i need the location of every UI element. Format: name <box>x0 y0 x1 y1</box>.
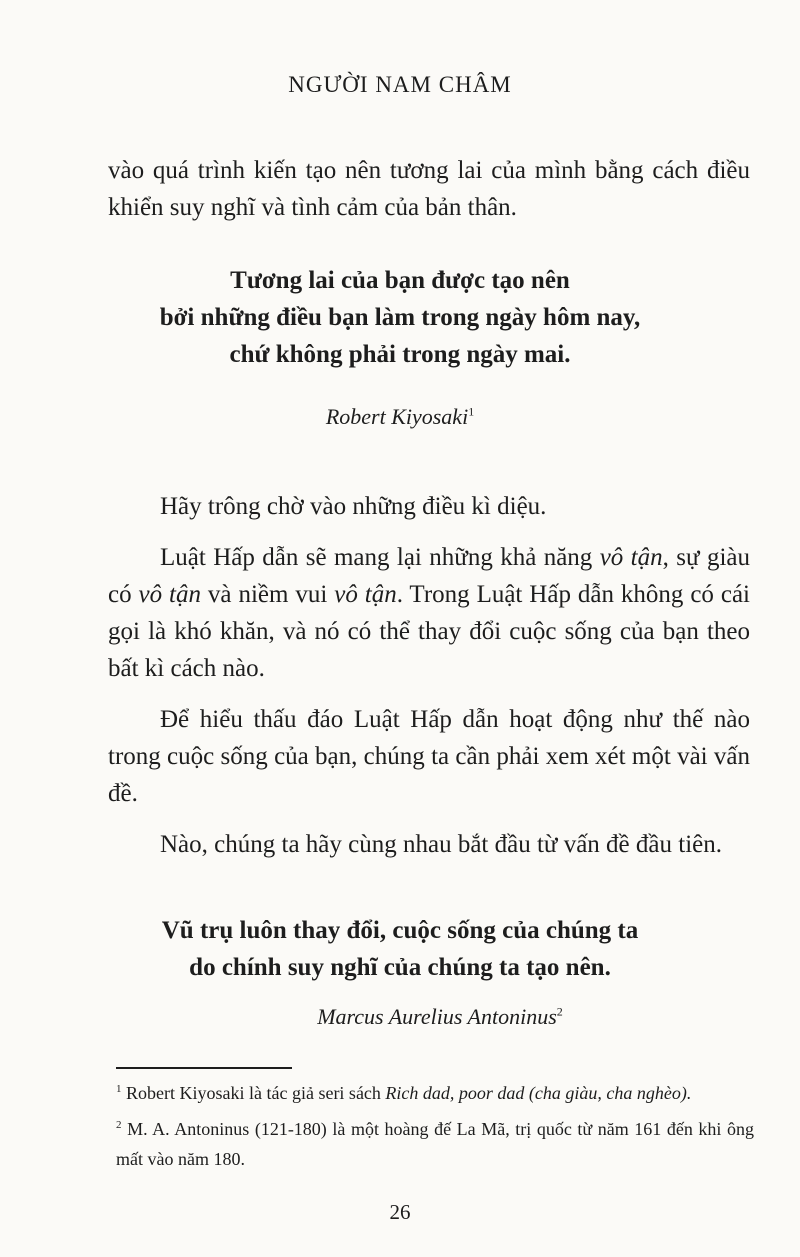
footnote-text: M. A. Antoninus (121-180) là một hoàng đế La Mã, trị quốc từ năm 161 đến khi ông mất vào năm 180. <box>116 1119 754 1169</box>
footnote-text: Robert Kiyosaki là tác giả seri sách <box>126 1083 386 1103</box>
paragraph-2 <box>108 539 750 687</box>
paragraph-2-text: . Trong Luật Hấp dẫn không có cái gọi là khó khăn, và nó có thể thay đổi cuộc sống của bạn theo bất kì cách nào. <box>108 581 750 682</box>
quote-1-attribution <box>0 404 800 430</box>
emphasis-text: vô tận <box>334 581 397 608</box>
footnote-mark: 1 <box>116 1083 122 1095</box>
paragraph-1: Hãy trông chờ vào những điều kì diệu. <box>160 493 547 520</box>
paragraph-2-text: và niềm vui <box>201 581 335 608</box>
quote-1 <box>0 262 800 373</box>
quote-1-line: Tương lai của bạn được tạo nên <box>230 267 570 294</box>
footnote-2 <box>116 1114 754 1174</box>
quote-1-line: chứ không phải trong ngày mai. <box>229 341 571 368</box>
footnotes <box>116 1078 754 1180</box>
footnote-book-title: Rich dad, poor dad (cha giàu, cha nghèo). <box>385 1083 692 1103</box>
paragraph-2-text: , sự giàu có <box>108 544 750 608</box>
intro-text: vào quá trình kiến tạo nên tương lai của mình bằng cách điều khiển suy nghĩ và tình cảm của bản thân. <box>108 157 750 221</box>
running-title: NGƯỜI NAM CHÂM <box>288 72 512 97</box>
footnote-mark: 2 <box>116 1119 122 1131</box>
footnote-ref-1: 1 <box>468 404 475 419</box>
emphasis-text: vô tận <box>599 544 663 571</box>
quote-2-author: Marcus Aurelius Antoninus <box>317 1004 557 1029</box>
page-number: 26 <box>389 1200 411 1224</box>
paragraph-4: Nào, chúng ta hãy cùng nhau bắt đầu từ vấn đề đầu tiên. <box>160 831 722 858</box>
intro-paragraph <box>108 152 750 226</box>
paragraph-2-text: Luật Hấp dẫn sẽ mang lại những khả năng <box>160 544 600 571</box>
footnote-ref-2: 2 <box>556 1004 563 1019</box>
quote-2 <box>0 912 800 986</box>
quote-2-line: Vũ trụ luôn thay đổi, cuộc sống của chúng ta <box>161 917 639 944</box>
footnote-divider <box>116 1067 292 1069</box>
paragraph-3: Để hiểu thấu đáo Luật Hấp dẫn hoạt động như thế nào trong cuộc sống của bạn, chúng ta cần phải xem xét một vài vấn đề. <box>108 706 750 807</box>
emphasis-text: vô tận <box>138 581 201 608</box>
quote-2-line: do chính suy nghĩ của chúng ta tạo nên. <box>189 954 611 981</box>
footnote-1 <box>116 1078 754 1108</box>
main-text <box>108 488 750 863</box>
quote-2-attribution <box>0 1004 800 1030</box>
quote-1-line: bởi những điều bạn làm trong ngày hôm nay, <box>159 304 641 331</box>
quote-1-author: Robert Kiyosaki <box>325 404 469 429</box>
